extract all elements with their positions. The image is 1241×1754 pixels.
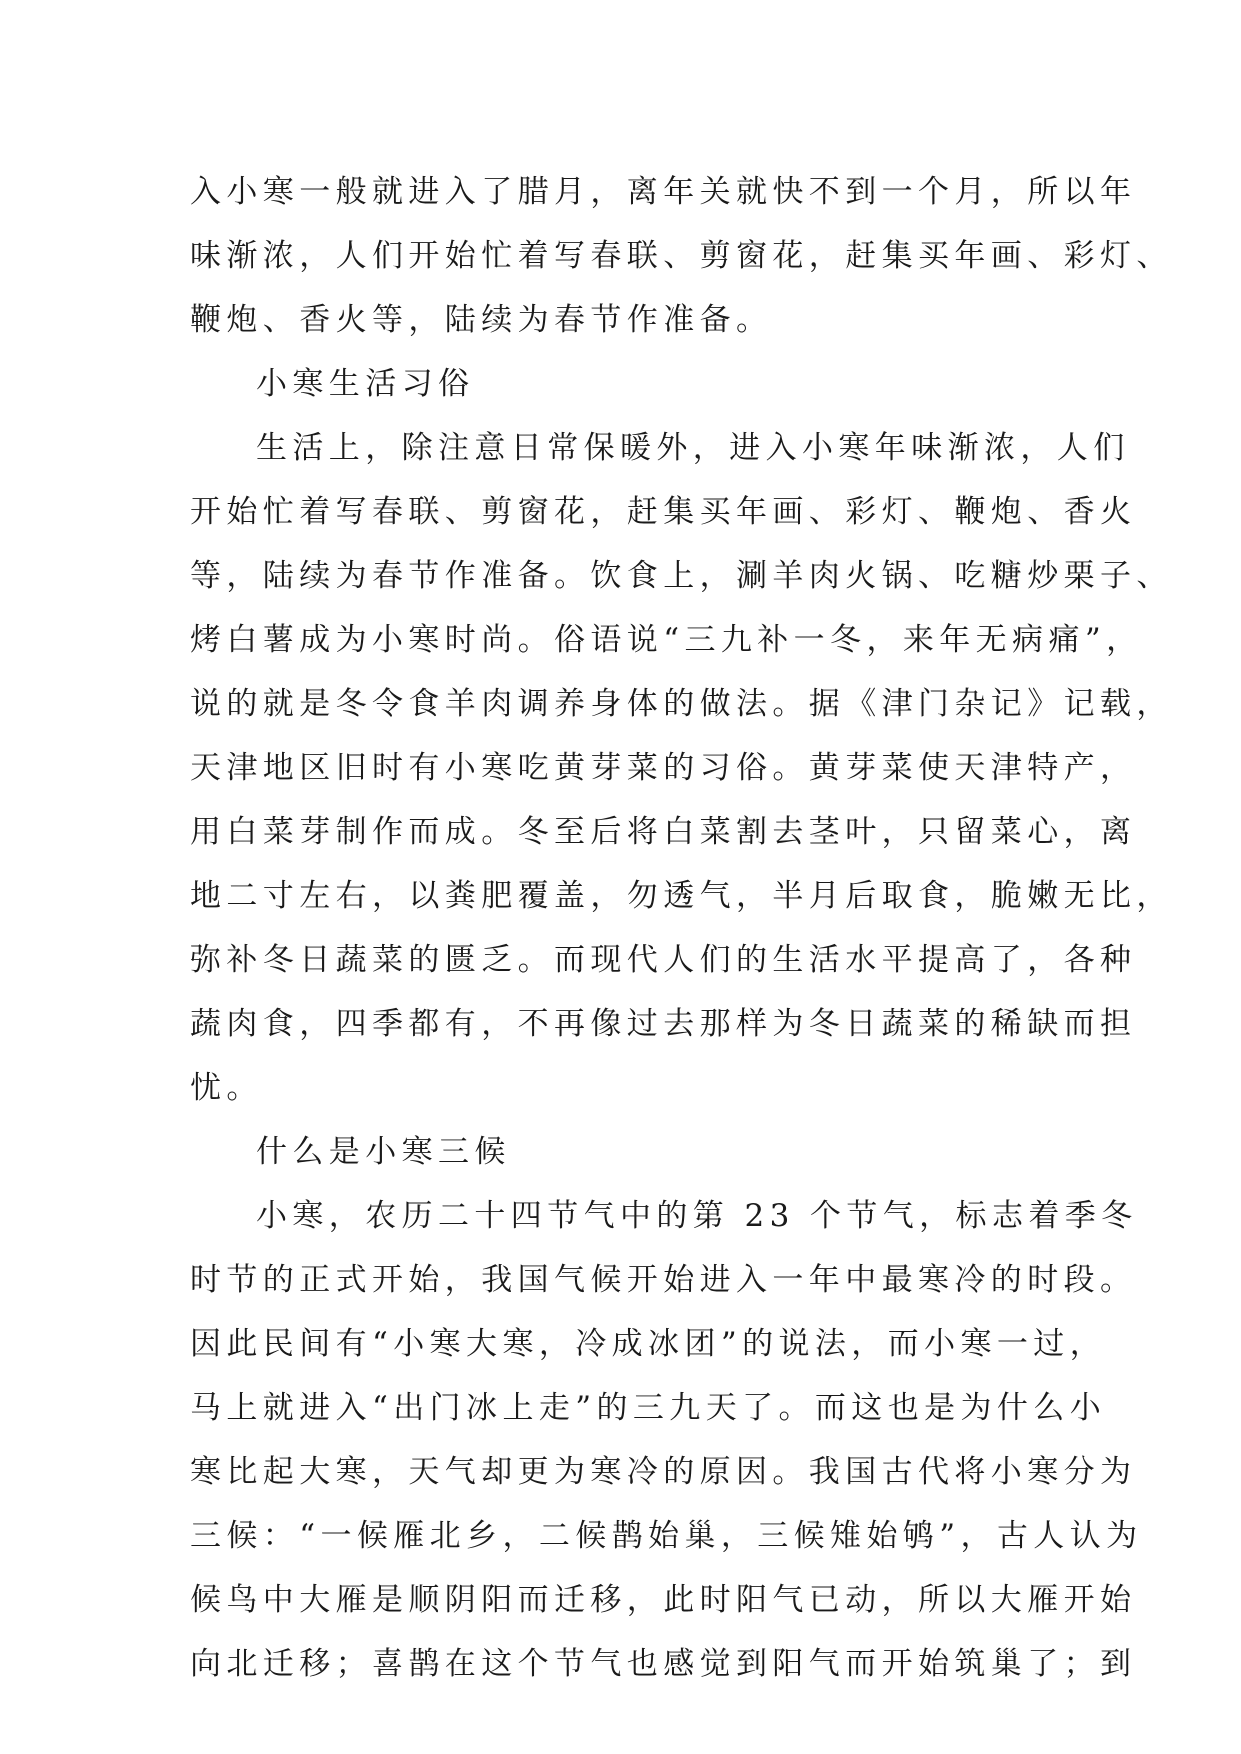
paragraph-line: 因此民间有“小寒大寒，冷成冰团”的说法，而小寒一过， — [190, 1326, 1107, 1362]
paragraph-line: 开始忙着写春联、剪窗花，赶集买年画、彩灯、鞭炮、香火 — [190, 494, 1137, 530]
paragraph-line: 候鸟中大雁是顺阴阳而迁移，此时阳气已动，所以大雁开始 — [190, 1582, 1137, 1618]
paragraph-line: 等，陆续为春节作准备。饮食上，涮羊肉火锅、吃糖炒栗子、 — [190, 558, 1173, 594]
paragraph-line: 地二寸左右，以粪肥覆盖，勿透气，半月后取食，脆嫩无比， — [190, 878, 1173, 914]
paragraph-line: 入小寒一般就进入了腊月，离年关就快不到一个月，所以年 — [190, 174, 1137, 210]
paragraph-line: 味渐浓，人们开始忙着写春联、剪窗花，赶集买年画、彩灯、 — [190, 238, 1173, 274]
paragraph-line: 说的就是冬令食羊肉调养身体的做法。据《津门杂记》记载， — [190, 686, 1173, 722]
paragraph-line: 马上就进入“出门冰上走”的三九天了。而这也是为什么小 — [190, 1390, 1107, 1426]
paragraph-line: 烤白薯成为小寒时尚。俗语说“三九补一冬，来年无病痛”， — [190, 622, 1143, 658]
paragraph-line: 时节的正式开始，我国气候开始进入一年中最寒冷的时段。 — [190, 1262, 1137, 1298]
paragraph-line: 鞭炮、香火等，陆续为春节作准备。 — [190, 302, 773, 338]
section-heading: 小寒生活习俗 — [256, 366, 475, 402]
paragraph-line: 小寒，农历二十四节气中的第 23 个节气，标志着季冬 — [256, 1198, 1138, 1234]
paragraph-line: 向北迁移；喜鹊在这个节气也感觉到阳气而开始筑巢了；到 — [190, 1646, 1137, 1682]
paragraph-line: 弥补冬日蔬菜的匮乏。而现代人们的生活水平提高了，各种 — [190, 942, 1137, 978]
paragraph-line: 寒比起大寒，天气却更为寒冷的原因。我国古代将小寒分为 — [190, 1454, 1137, 1490]
paragraph-line: 生活上，除注意日常保暖外，进入小寒年味渐浓，人们 — [256, 430, 1130, 466]
section-heading: 什么是小寒三候 — [256, 1134, 511, 1170]
paragraph-line: 用白菜芽制作而成。冬至后将白菜割去茎叶，只留菜心，离 — [190, 814, 1137, 850]
paragraph-line: 蔬肉食，四季都有，不再像过去那样为冬日蔬菜的稀缺而担 — [190, 1006, 1137, 1042]
paragraph-line: 天津地区旧时有小寒吃黄芽菜的习俗。黄芽菜使天津特产， — [190, 750, 1137, 786]
paragraph-line: 三候：“一候雁北乡，二候鹊始巢，三候雉始鸲”，古人认为 — [190, 1518, 1143, 1554]
document-body — [190, 160, 1173, 1696]
paragraph-line: 忧。 — [190, 1070, 263, 1106]
